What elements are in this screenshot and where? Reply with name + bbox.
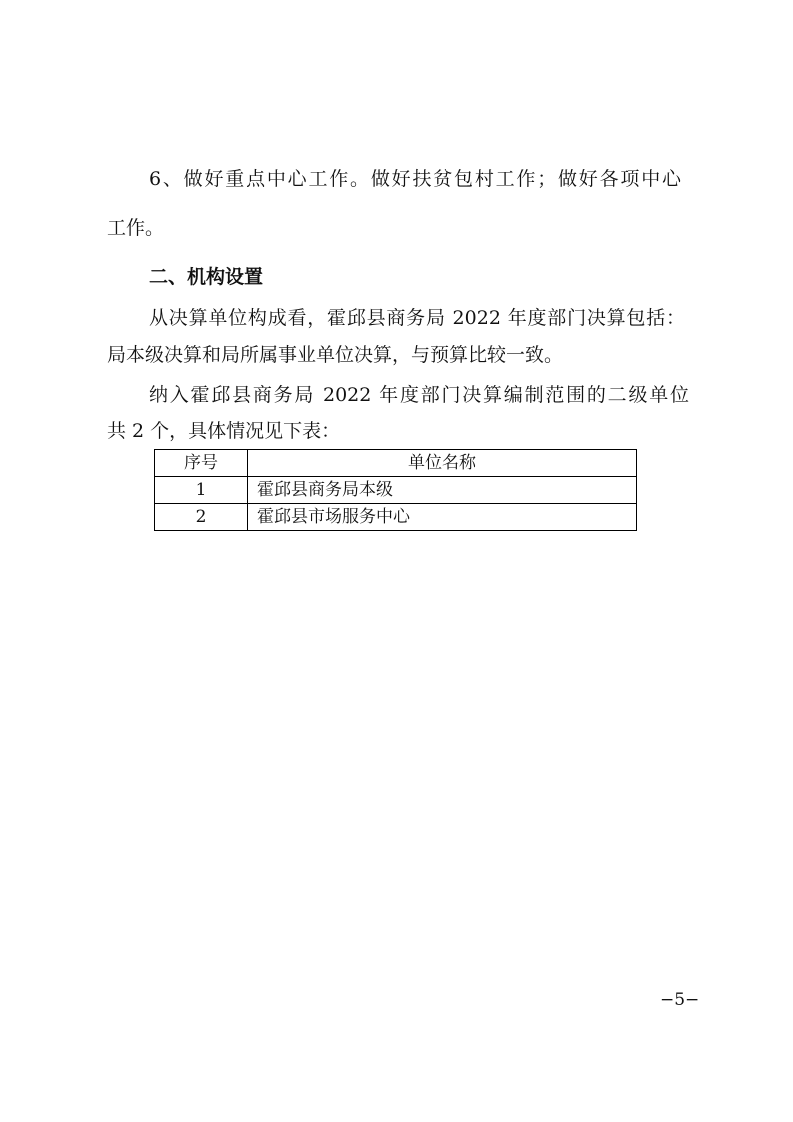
table-header-row — [155, 450, 637, 477]
item-6-line-2: 工作。 — [107, 217, 165, 239]
item-6-line-1: 6、做好重点中心工作。做好扶贫包村工作；做好各项中心 — [149, 168, 681, 190]
paragraph-2-line-2: 共 2 个，具体情况见下表： — [107, 420, 341, 442]
table-row — [155, 477, 637, 504]
cell-serial: 1 — [155, 477, 248, 504]
paragraph-1-line-1: 从决算单位构成看，霍邱县商务局 2022 年度部门决算包括： — [149, 307, 685, 329]
cell-serial: 2 — [155, 504, 248, 531]
cell-unit-name: 霍邱县商务局本级 — [248, 477, 637, 504]
header-unit-name: 单位名称 — [248, 450, 637, 477]
header-serial: 序号 — [155, 450, 248, 477]
paragraph-2-line-1: 纳入霍邱县商务局 2022 年度部门决算编制范围的二级单位 — [149, 384, 689, 406]
table-row — [155, 504, 637, 531]
page-number: −5− — [660, 990, 700, 1010]
unit-table — [154, 449, 637, 531]
section-heading: 二、机构设置 — [149, 266, 264, 288]
paragraph-1-line-2: 局本级决算和局所属事业单位决算，与预算比较一致。 — [107, 344, 564, 366]
cell-unit-name: 霍邱县市场服务中心 — [248, 504, 637, 531]
